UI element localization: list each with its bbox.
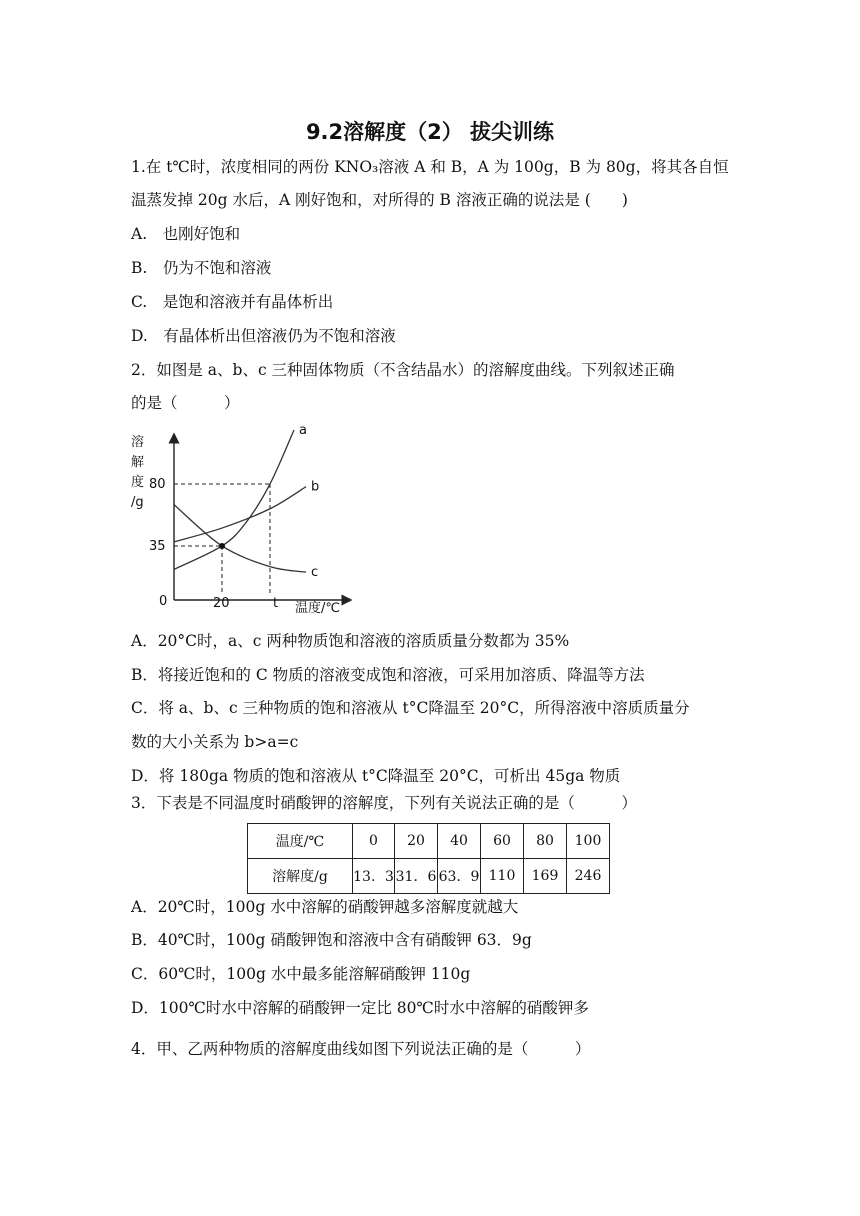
table-row-temperature [248, 824, 610, 859]
y-axis-label-2: 解 [131, 455, 145, 470]
origin-label: 0 [159, 594, 168, 609]
q1-text-line2: 温蒸发掉 20g 水后，A 刚好饱和，对所得的 B 溶液正确的说法是 ( ) [131, 191, 628, 209]
q1-option-a: A. 也刚好饱和 [131, 225, 241, 243]
x-tick-20: 20 [213, 596, 230, 611]
table-cell: 110 [481, 859, 524, 894]
table-cell: 246 [567, 859, 610, 894]
q3-option-d: D．100℃时水中溶解的硝酸钾一定比 80℃时水中溶解的硝酸钾多 [131, 999, 589, 1017]
q1-text-line1: 1.在 t℃时，浓度相同的两份 KNO₃溶液 A 和 B，A 为 100g，B 为 80g，将其各自恒 [131, 158, 729, 176]
q3-option-b: B．40℃时，100g 硝酸钾饱和溶液中含有硝酸钾 63．9g [131, 931, 532, 949]
table-cell: 溶解度/g [248, 859, 353, 894]
curve-label-b: b [311, 479, 320, 495]
table-cell: 13．3 [353, 859, 395, 894]
table-cell: 40 [438, 824, 481, 859]
q2-option-c-line2: 数的大小关系为 b>a=c [131, 733, 299, 751]
table-cell: 温度/℃ [248, 824, 353, 859]
curve-c [174, 505, 306, 573]
table-row-solubility [248, 859, 610, 894]
x-tick-t: t [273, 596, 279, 611]
curve-label-c: c [311, 565, 319, 581]
table-cell: 100 [567, 824, 610, 859]
table-cell: 60 [481, 824, 524, 859]
x-axis-label: 温度/℃ [295, 601, 340, 616]
table-cell: 20 [395, 824, 438, 859]
q3-option-c: C．60℃时，100g 水中最多能溶解硝酸钾 110g [131, 965, 471, 983]
q2-option-c-line1: C．将 a、b、c 三种物质的饱和溶液从 t°C降温至 20°C，所得溶液中溶质质量分 [131, 699, 690, 717]
intersection-point [219, 543, 225, 549]
y-axis-label-3: 度 [131, 475, 145, 490]
curve-label-a: a [299, 426, 307, 438]
y-tick-80: 80 [149, 477, 166, 492]
q1-option-d: D. 有晶体析出但溶液仍为不饱和溶液 [131, 327, 396, 345]
table-cell: 0 [353, 824, 395, 859]
y-axis-label-1: 溶 [131, 435, 145, 450]
y-tick-35: 35 [149, 539, 166, 554]
table-cell: 80 [524, 824, 567, 859]
table-cell: 63．9 [438, 859, 481, 894]
q1-option-b: B. 仍为不饱和溶液 [131, 259, 272, 277]
q2-option-a: A．20°C时，a、c 两种物质饱和溶液的溶质质量分数都为 35% [131, 632, 570, 650]
q2-text-line2: 的是（ ） [131, 394, 240, 412]
q2-option-d: D．将 180ga 物质的饱和溶液从 t°C降温至 20°C，可析出 45ga 物质 [131, 767, 621, 785]
solubility-chart [125, 426, 355, 622]
page-title: 9.2溶解度（2） 拔尖训练 [305, 120, 555, 144]
q1-option-c: C. 是饱和溶液并有晶体析出 [131, 293, 334, 311]
curve-a [174, 430, 294, 569]
q2-text-line1: 2．如图是 a、b、c 三种固体物质（不含结晶水）的溶解度曲线。下列叙述正确 [131, 361, 675, 379]
q4-text-line1: 4．甲、乙两种物质的溶解度曲线如图下列说法正确的是（ ） [131, 1040, 591, 1058]
table-cell: 169 [524, 859, 567, 894]
y-axis-label-4: /g [131, 495, 144, 510]
q3-option-a: A．20℃时，100g 水中溶解的硝酸钾越多溶解度就越大 [131, 898, 519, 916]
table-cell: 31．6 [395, 859, 438, 894]
solubility-table [247, 823, 610, 894]
q2-option-b: B．将接近饱和的 C 物质的溶液变成饱和溶液，可采用加溶质、降温等方法 [131, 666, 645, 684]
q3-text-line1: 3．下表是不同温度时硝酸钾的溶解度，下列有关说法正确的是（ ） [131, 794, 637, 812]
curve-b [174, 487, 306, 542]
